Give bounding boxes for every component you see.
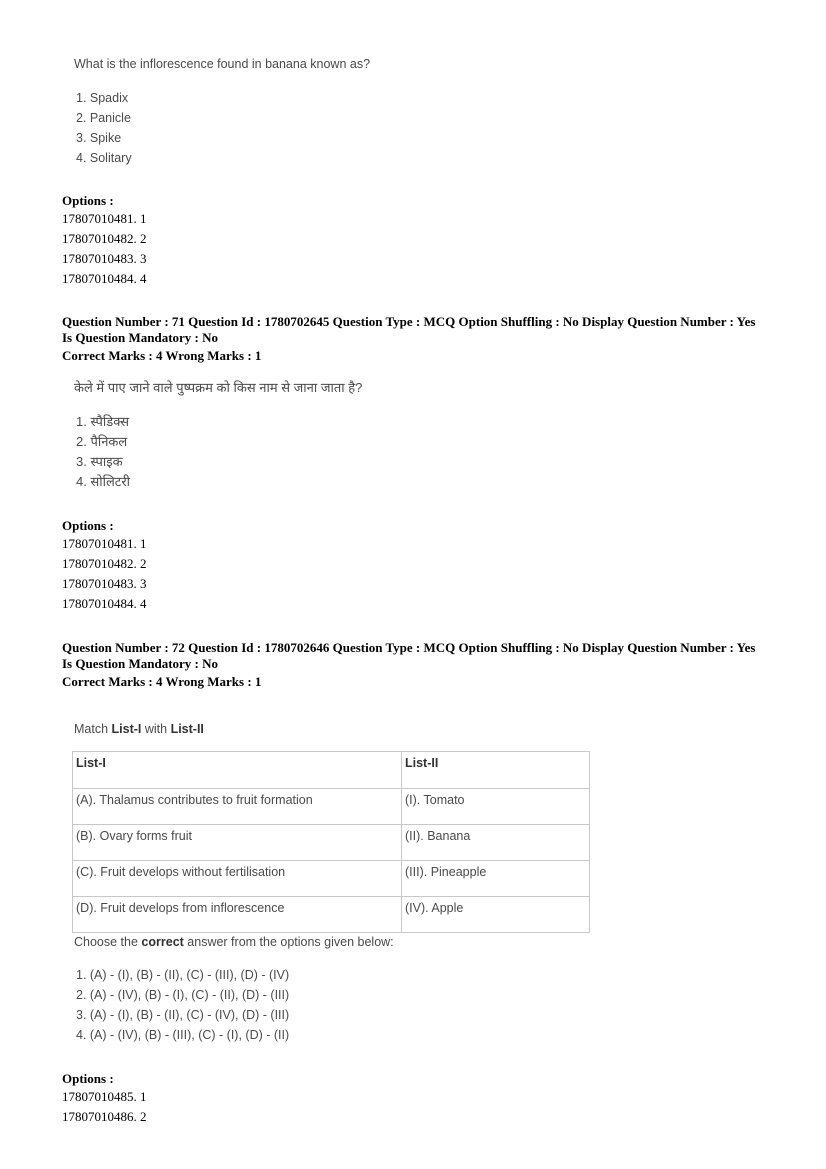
question-71-text: केले में पाए जाने वाले पुष्पक्रम को किस नाम से जाना जाता है? [74,380,363,395]
table-row [73,825,590,861]
question-72-mandatory: Is Question Mandatory : No [62,656,219,671]
question-72-choices [76,967,289,1047]
option-item: 17807010482. 2 [62,231,147,246]
question-71-marks: Correct Marks : 4 Wrong Marks : 1 [62,348,262,363]
table-cell: (B). Ovary forms fruit [73,825,402,861]
table-cell: (I). Tomato [402,789,590,825]
table-row [73,861,590,897]
question-72-header: Question Number : 72 Question Id : 1780702646 Question Type : MCQ Option Shuffling : No Display Question Number : Yes [62,640,756,655]
table-cell: (C). Fruit develops without fertilisation [73,861,402,897]
option-item: 17807010483. 3 [62,251,147,266]
question-71-header: Question Number : 71 Question Id : 1780702645 Question Type : MCQ Option Shuffling : No Display Question Number : Yes [62,314,756,329]
choice-item: 4. सोलिटरी [76,474,131,489]
option-item: 17807010486. 2 [62,1109,147,1124]
option-item: 17807010484. 4 [62,271,147,286]
table-cell: (IV). Apple [402,897,590,933]
question-70-text: What is the inflorescence found in banana known as? [74,57,371,71]
table-row [73,897,590,933]
question-72-instruction: Match List-I with List-II [74,722,204,736]
choice-item: 4. Solitary [76,151,132,165]
question-70-choices [76,90,132,170]
choice-item: 2. (A) - (IV), (B) - (I), (C) - (II), (D) - (III) [76,988,290,1002]
options-label: Options : [62,518,114,533]
table-cell: (D). Fruit develops from inflorescence [73,897,402,933]
question-71-choices [76,414,130,494]
option-item: 17807010485. 1 [62,1089,147,1104]
options-label: Options : [62,193,114,208]
choice-item: 3. स्पाइक [76,454,123,469]
choice-item: 3. Spike [76,131,122,145]
choice-item: 1. Spadix [76,91,129,105]
option-item: 17807010481. 1 [62,536,147,551]
table-header-row [73,752,590,789]
table-cell: (A). Thalamus contributes to fruit formation [73,789,402,825]
table-cell: (III). Pineapple [402,861,590,897]
options-list [62,1088,147,1128]
choice-item: 4. (A) - (IV), (B) - (III), (C) - (I), (D) - (II) [76,1028,290,1042]
table-row [73,789,590,825]
choice-item: 1. (A) - (I), (B) - (II), (C) - (III), (D) - (IV) [76,968,290,982]
option-item: 17807010483. 3 [62,576,147,591]
table-header-cell: List-II [402,752,590,789]
table-cell: (II). Banana [402,825,590,861]
match-table [72,751,590,933]
choice-item: 3. (A) - (I), (B) - (II), (C) - (IV), (D) - (III) [76,1008,290,1022]
table-header-cell: List-I [73,752,402,789]
choice-item: 2. पैनिकल [76,434,128,449]
question-71-mandatory: Is Question Mandatory : No [62,330,219,345]
option-item: 17807010482. 2 [62,556,147,571]
choice-item: 1. स्पैडिक्स [76,414,130,429]
choice-item: 2. Panicle [76,111,131,125]
option-item: 17807010484. 4 [62,596,147,611]
options-label: Options : [62,1071,114,1086]
options-list [62,210,147,290]
choose-instruction: Choose the correct answer from the options given below: [74,935,394,949]
question-72-marks: Correct Marks : 4 Wrong Marks : 1 [62,674,262,689]
option-item: 17807010481. 1 [62,211,147,226]
options-list [62,535,147,615]
